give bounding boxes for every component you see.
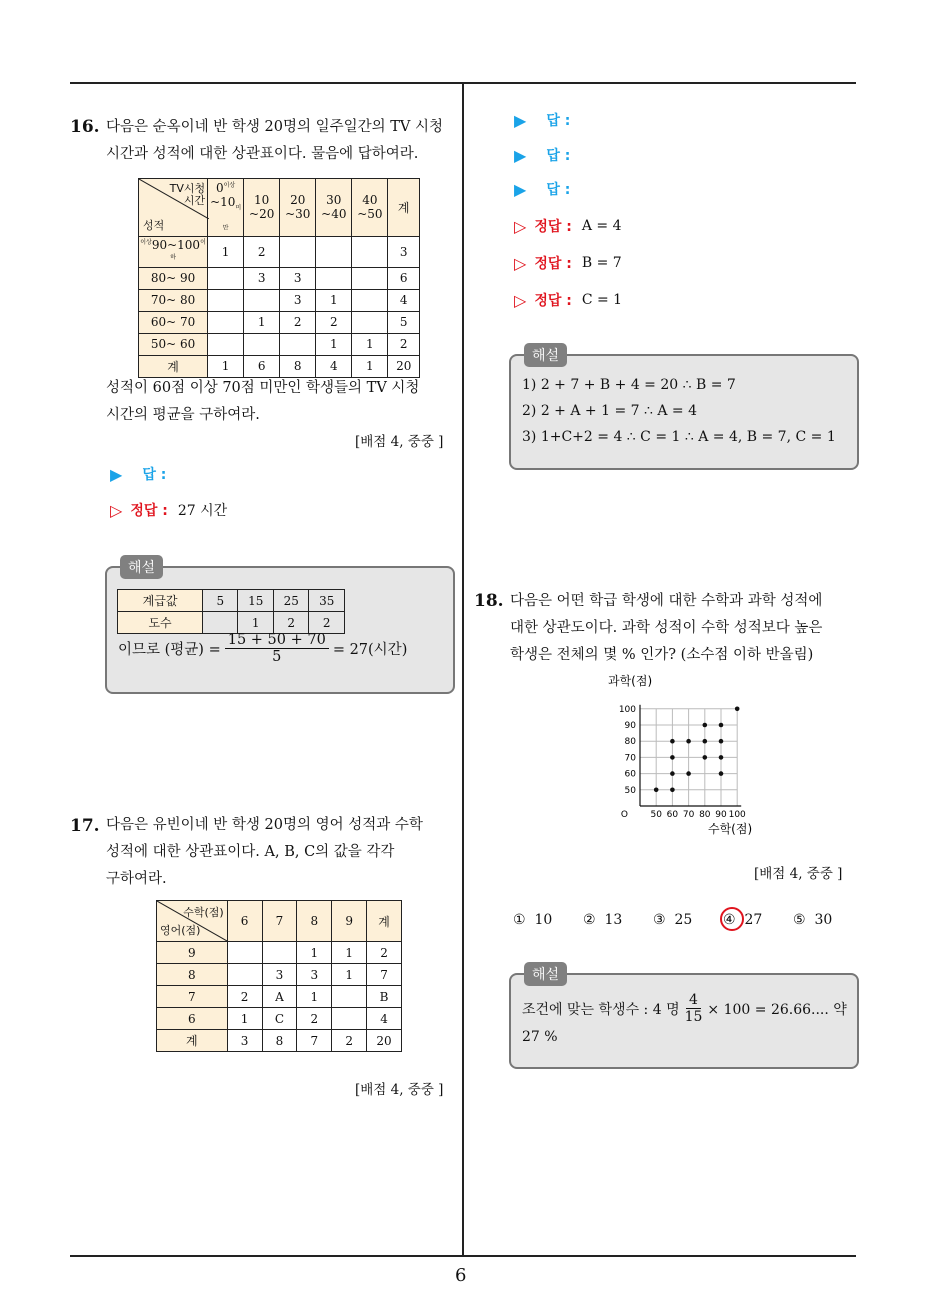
q18-exp-numerator: 4: [686, 992, 701, 1009]
x-tick-label: 50: [650, 810, 662, 820]
q17-text-line1: 다음은 유빈이네 반 학생 20명의 영어 성적과 수학: [106, 817, 423, 833]
table-cell: [208, 311, 244, 333]
play-arrow-icon: ▶: [514, 179, 527, 199]
table-cell: [332, 1008, 367, 1030]
table-cell: 1: [316, 289, 352, 311]
q17-corner-bottom: 영어(점): [160, 924, 201, 937]
q18-explanation-line1: [522, 992, 847, 1025]
scatter-point: [654, 788, 659, 793]
table-cell: [352, 267, 388, 289]
table-cell: [352, 311, 388, 333]
table-row: [139, 236, 420, 267]
q17-header-total: 계: [367, 901, 402, 942]
correct-label: 정답 :: [534, 219, 572, 235]
table-cell: 1: [227, 1008, 262, 1030]
table-row: [157, 986, 402, 1008]
x-axis-label: 수학(점): [708, 822, 753, 836]
scatter-point: [719, 739, 724, 744]
table-cell: [227, 964, 262, 986]
exp-cell: [203, 612, 238, 634]
row-label-sup: 이상: [140, 238, 152, 246]
row-label: 80~ 90: [139, 267, 208, 289]
x-tick-label: 90: [715, 810, 727, 820]
table-cell: 1: [332, 964, 367, 986]
q18-text-line2: 대한 상관도이다. 과학 성적이 수학 성적보다 높은: [510, 620, 823, 636]
x-tick-label: 70: [682, 810, 695, 820]
q17-table: [156, 900, 402, 1052]
q17-correct-b: B = 7: [581, 255, 622, 271]
exp-label-class: 계급값: [118, 590, 203, 612]
table-cell: [280, 333, 316, 355]
scatter-point: [670, 739, 675, 744]
q17-correct-line-1: [514, 216, 622, 236]
selected-answer-circle: [720, 907, 744, 931]
q18-exp-suffix: × 100 = 26.66.... 약: [707, 1001, 847, 1018]
choice-1[interactable]: [513, 912, 552, 928]
hdr-bottom: ~10: [210, 195, 236, 209]
row-total: 2: [388, 333, 420, 355]
q16-header-total: 계: [388, 179, 420, 237]
table-cell: 3: [280, 289, 316, 311]
table-cell: 8: [280, 355, 316, 377]
q17-answer-line-1: [514, 110, 570, 130]
y-tick-label: 80: [624, 737, 636, 748]
q17-answer-line-2: [514, 145, 570, 165]
scatter-point: [719, 755, 724, 760]
q17-explanation-text: [522, 372, 836, 450]
q17-header: 6: [227, 901, 262, 942]
y-tick-label: 60: [624, 769, 636, 780]
answer-label: 답 :: [546, 148, 571, 164]
q17-text: [106, 812, 423, 893]
y-axis-label: 과학(점): [608, 674, 653, 688]
choice-value: 10: [534, 912, 553, 928]
hdr-bottom: ~40: [321, 207, 347, 222]
answer-label: 답 :: [142, 467, 167, 483]
q16-header-2: [280, 179, 316, 237]
row-total: 20: [367, 1030, 402, 1052]
scatter-point: [735, 707, 740, 712]
row-label: 계: [139, 355, 208, 377]
q17-correct-line-2: [514, 253, 622, 273]
table-row: [157, 1008, 402, 1030]
row-total: 3: [388, 236, 420, 267]
row-label-text: 90~100: [151, 237, 201, 252]
q16-corner-top: TV시청: [169, 182, 206, 195]
table-cell: 3: [244, 267, 280, 289]
table-cell: 1: [244, 311, 280, 333]
row-label: 50~ 60: [139, 333, 208, 355]
q16-number: 16.: [70, 117, 100, 137]
q18-exp-prefix: 조건에 맞는 학생수 : 4 명: [522, 1001, 680, 1018]
correct-label: 정답 :: [130, 503, 168, 519]
table-cell: [280, 236, 316, 267]
q16-formula: [118, 632, 407, 665]
q16-header-1: [244, 179, 280, 237]
play-arrow-icon: ▶: [514, 145, 527, 165]
table-cell: 2: [280, 311, 316, 333]
y-tick-label: 70: [624, 753, 636, 764]
row-total: 4: [367, 1008, 402, 1030]
choice-mark: ①: [513, 912, 526, 928]
row-label: 계: [157, 1030, 228, 1052]
q17-correct-c: C = 1: [581, 292, 623, 308]
table-cell: [316, 267, 352, 289]
q16-header-3: [316, 179, 352, 237]
play-arrow-icon: ▶: [514, 110, 527, 130]
table-cell: 7: [297, 1030, 332, 1052]
q17-correct-line-3: [514, 290, 622, 310]
exp-cell: 5: [203, 590, 238, 612]
hdr-top: 20: [290, 193, 306, 208]
q17-text-line3: 구하여라.: [106, 871, 167, 887]
choice-mark: ③: [653, 912, 666, 928]
hdr-sup: 이상: [223, 182, 236, 189]
exp-cell: 25: [273, 590, 309, 612]
formula-prefix: 이므로 (평균) =: [118, 642, 221, 658]
row-label: [139, 236, 208, 267]
formula-numerator: 15 + 50 + 70: [225, 632, 329, 649]
exp-cell: 1: [238, 612, 274, 634]
q16-sub-line1: 성적이 60점 이상 70점 미만인 학생들의 TV 시청: [106, 380, 420, 396]
q18-scatter-chart: [596, 670, 766, 840]
choice-mark: ④: [723, 912, 736, 928]
row-total: 6: [388, 267, 420, 289]
q17-number: 17.: [70, 816, 100, 836]
table-cell: [352, 289, 388, 311]
row-total: 5: [388, 311, 420, 333]
page-number: 6: [455, 1265, 467, 1286]
q16-answer-line: [110, 464, 166, 484]
table-row: [157, 1030, 402, 1052]
row-total: 7: [367, 964, 402, 986]
q17-corner-top: 수학(점): [183, 906, 224, 919]
q18-exp-fraction: [682, 992, 706, 1025]
exp-cell: 15: [238, 590, 274, 612]
hdr-bottom: ~30: [285, 207, 311, 222]
table-cell: 1: [352, 355, 388, 377]
table-cell: 3: [227, 1030, 262, 1052]
x-tick-label: 80: [699, 810, 711, 820]
table-cell: 1: [316, 333, 352, 355]
q16-corner-mid: 시간: [183, 194, 206, 207]
table-row: [139, 355, 420, 377]
q18-text-line3: 학생은 전체의 몇 % 인가? (소수점 이하 반올림): [510, 647, 814, 663]
table-cell: 1: [208, 355, 244, 377]
table-cell: [227, 942, 262, 964]
x-tick-label: 60: [666, 810, 679, 820]
scatter-point: [670, 755, 675, 760]
table-cell: [244, 289, 280, 311]
q16-correct-line: [110, 500, 227, 520]
scatter-point: [686, 771, 691, 776]
row-label: 6: [157, 1008, 228, 1030]
table-cell: 3: [297, 964, 332, 986]
row-label: 70~ 80: [139, 289, 208, 311]
scatter-point: [670, 771, 675, 776]
table-cell: 3: [262, 964, 297, 986]
hdr-top: 40: [362, 193, 378, 208]
q18-exp-denominator: 15: [684, 1009, 703, 1025]
row-label: 7: [157, 986, 228, 1008]
table-cell: 1: [208, 236, 244, 267]
q18-explanation-tag: 해설: [524, 962, 567, 986]
choice-mark: ②: [583, 912, 596, 928]
outline-arrow-icon: ▷: [514, 290, 527, 310]
exp-cell: 2: [273, 612, 309, 634]
row-total: 2: [367, 942, 402, 964]
q17-corner-cell: [157, 901, 228, 942]
table-cell: [332, 986, 367, 1008]
choice-value: 27: [744, 912, 763, 928]
correct-label: 정답 :: [534, 256, 572, 272]
choice-3[interactable]: [653, 912, 692, 928]
q16-text-line2: 시간과 성적에 대한 상관표이다. 물음에 답하여라.: [106, 146, 419, 162]
q16-corner-cell: [139, 179, 208, 237]
choice-mark: ⑤: [793, 912, 806, 928]
hdr-bottom: ~20: [249, 207, 275, 222]
bottom-rule: [70, 1255, 856, 1257]
hdr-top: 0: [216, 181, 224, 195]
hdr-top: 30: [326, 193, 342, 208]
exp-cell: 2: [309, 612, 345, 634]
choice-value: 30: [814, 912, 833, 928]
table-row: [139, 267, 420, 289]
table-cell: 1: [332, 942, 367, 964]
table-cell: [262, 942, 297, 964]
table-cell: [208, 289, 244, 311]
q18-text: [510, 588, 822, 669]
table-cell: 2: [227, 986, 262, 1008]
formula-fraction: [225, 632, 329, 665]
hdr-top: 10: [254, 193, 270, 208]
y-tick-label: 100: [618, 704, 636, 715]
row-total: B: [367, 986, 402, 1008]
q16-header-4: [352, 179, 388, 237]
scatter-point: [703, 723, 708, 728]
table-cell: [352, 236, 388, 267]
q17-text-line2: 성적에 대한 상관표이다. A, B, C의 값을 각각: [106, 844, 395, 860]
choice-value: 25: [674, 912, 693, 928]
choice-value: 13: [604, 912, 623, 928]
origin-label: O: [620, 810, 628, 820]
hdr-bottom: ~50: [357, 207, 383, 222]
q16-corner-bottom: 성적: [143, 218, 165, 232]
q17-header: 9: [332, 901, 367, 942]
scatter-point: [670, 788, 675, 793]
q16-text-line1: 다음은 순옥이네 반 학생 20명의 일주일간의 TV 시청: [106, 119, 443, 135]
row-label: 8: [157, 964, 228, 986]
table-row: [157, 964, 402, 986]
q16-sub-line2: 시간의 평균을 구하여라.: [106, 407, 260, 423]
row-label: 9: [157, 942, 228, 964]
correct-label: 정답 :: [534, 293, 572, 309]
q17-exp-line3: 3) 1+C+2 = 4 ∴ C = 1 ∴ A = 4, B = 7, C = 1: [522, 429, 836, 445]
table-cell: 1: [297, 986, 332, 1008]
table-cell: 2: [332, 1030, 367, 1052]
outline-arrow-icon: ▷: [514, 216, 527, 236]
table-row: [139, 333, 420, 355]
x-tick-label: 100: [728, 810, 746, 820]
outline-arrow-icon: ▷: [110, 500, 123, 520]
scatter-point: [719, 771, 724, 776]
row-label: 60~ 70: [139, 311, 208, 333]
scatter-point: [719, 723, 724, 728]
row-label-sup: 이하: [170, 238, 206, 261]
hdr-sub: 미만: [222, 204, 242, 232]
table-row: [157, 942, 402, 964]
table-row: [139, 311, 420, 333]
choice-2[interactable]: [583, 912, 622, 928]
q17-header: 7: [262, 901, 297, 942]
formula-denominator: 5: [272, 649, 282, 665]
answer-label: 답 :: [546, 113, 571, 129]
scatter-point: [686, 739, 691, 744]
exp-cell: 35: [309, 590, 345, 612]
q18-number: 18.: [474, 591, 504, 611]
answer-label: 답 :: [546, 182, 571, 198]
q17-answer-line-3: [514, 179, 570, 199]
q16-explanation-tag: 해설: [120, 555, 163, 579]
q18-explanation-line2: 27 %: [522, 1029, 558, 1045]
table-cell: [208, 333, 244, 355]
q18-text-line1: 다음은 어떤 학급 학생에 대한 수학과 과학 성적에: [510, 593, 823, 609]
column-divider: [462, 82, 464, 1256]
q17-exp-line2: 2) 2 + A + 1 = 7 ∴ A = 4: [522, 403, 697, 419]
row-total: 4: [388, 289, 420, 311]
q17-score: [배점 4, 중중 ]: [355, 1082, 444, 1098]
q17-correct-a: A = 4: [581, 218, 622, 234]
q17-header: 8: [297, 901, 332, 942]
play-arrow-icon: ▶: [110, 464, 123, 484]
table-cell: 3: [280, 267, 316, 289]
q16-exp-table: [117, 589, 345, 634]
table-cell: [244, 333, 280, 355]
table-cell: [208, 267, 244, 289]
formula-result: = 27(시간): [332, 642, 408, 658]
table-cell: 1: [297, 942, 332, 964]
y-tick-label: 50: [624, 785, 636, 796]
q17-exp-line1: 1) 2 + 7 + B + 4 = 20 ∴ B = 7: [522, 377, 736, 393]
q18-score: [배점 4, 중중 ]: [754, 866, 843, 882]
exp-label-freq: 도수: [118, 612, 203, 634]
q16-correct-answer: 27 시간: [177, 503, 228, 519]
choice-5[interactable]: [793, 912, 832, 928]
table-cell: 6: [244, 355, 280, 377]
table-cell: 2: [297, 1008, 332, 1030]
scatter-point: [703, 739, 708, 744]
table-row: [139, 289, 420, 311]
table-cell: A: [262, 986, 297, 1008]
q16-table: [138, 178, 420, 378]
q16-subquestion: [106, 375, 419, 429]
table-cell: 4: [316, 355, 352, 377]
q16-text: [106, 114, 443, 168]
outline-arrow-icon: ▷: [514, 253, 527, 273]
scatter-point: [703, 755, 708, 760]
q17-explanation-tag: 해설: [524, 343, 567, 367]
table-cell: 2: [316, 311, 352, 333]
table-cell: 2: [244, 236, 280, 267]
table-cell: [316, 236, 352, 267]
y-tick-label: 90: [624, 721, 636, 731]
q16-score: [배점 4, 중중 ]: [355, 434, 444, 450]
table-cell: 1: [352, 333, 388, 355]
table-cell: 8: [262, 1030, 297, 1052]
row-total: 20: [388, 355, 420, 377]
table-cell: C: [262, 1008, 297, 1030]
q16-header-0: [208, 179, 244, 237]
